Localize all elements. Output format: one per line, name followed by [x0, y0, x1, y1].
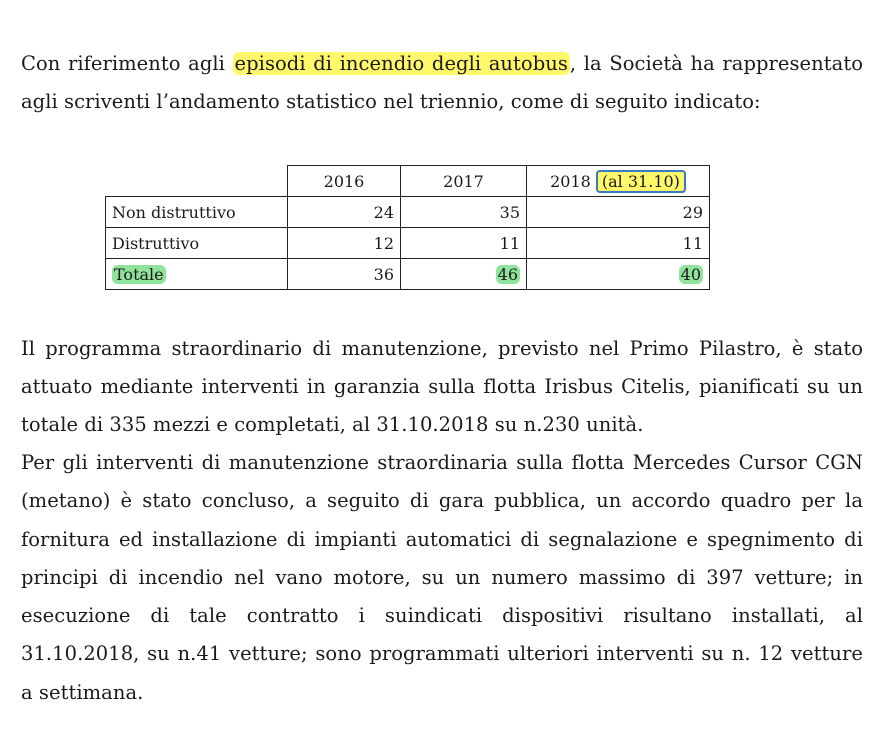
table-row — [106, 228, 710, 259]
maintenance-paragraph: Il programma straordinario di manutenzione, previsto nel Primo Pilastro, è stato attuato mediante interventi in garanzia sulla flotta Irisbus Citelis, pianificati su un totale di 335 mezzi e completati, al 31.10.2018 su n.230 unità. — [21, 337, 863, 437]
table-corner-cell — [106, 166, 288, 197]
header-2017: 2017 — [401, 166, 527, 197]
incident-statistics-table — [105, 165, 710, 290]
header-2018-year: 2018 — [550, 171, 591, 191]
intro-lead: Con riferimento agli — [21, 52, 233, 75]
mercedes-paragraph: Per gli interventi di manutenzione straordinaria sulla flotta Mercedes Cursor CGN (metano) è stato concluso, a seguito di gara pubblica, un accordo quadro per la fornitura ed installazione di impianti automatici di segnalazione e spegnimento di principi di incendio nel vano motore, su un numero massimo di 397 vetture; in esecuzione di tale contratto i suindicati dispositivi risultano installati, al 31.10.2018, su n.41 vetture; sono programmati ulteriori interventi su n. 12 vetture a settimana. — [21, 451, 863, 704]
cell-value: 11 — [527, 228, 710, 259]
total-value-2017 — [401, 259, 527, 290]
total-value-highlight: 46 — [497, 264, 518, 284]
header-2018-note: (al 31.10) — [596, 170, 686, 193]
cell-value: 35 — [401, 197, 527, 228]
header-2016: 2016 — [288, 166, 401, 197]
row-label-distruttivo: Distruttivo — [106, 228, 288, 259]
cell-value: 12 — [288, 228, 401, 259]
header-2018 — [527, 166, 710, 197]
totale-label-highlight: Totale — [114, 264, 164, 284]
cell-value: 29 — [527, 197, 710, 228]
total-value-2016: 36 — [288, 259, 401, 290]
total-value-2018 — [527, 259, 710, 290]
cell-value: 11 — [401, 228, 527, 259]
intro-rest: , la Società ha rappresentato agli scriventi l’andamento statistico nel triennio, come di seguito indicato: — [21, 52, 863, 113]
row-label-non-distruttivo: Non distruttivo — [106, 197, 288, 228]
table-row — [106, 197, 710, 228]
row-label-totale — [106, 259, 288, 290]
intro-paragraph — [21, 45, 863, 120]
total-value-highlight: 40 — [680, 264, 701, 284]
highlighted-phrase: episodi di incendio degli autobus — [234, 52, 568, 75]
cell-value: 24 — [288, 197, 401, 228]
table-row-total — [106, 259, 710, 290]
table-header-row — [106, 166, 710, 197]
